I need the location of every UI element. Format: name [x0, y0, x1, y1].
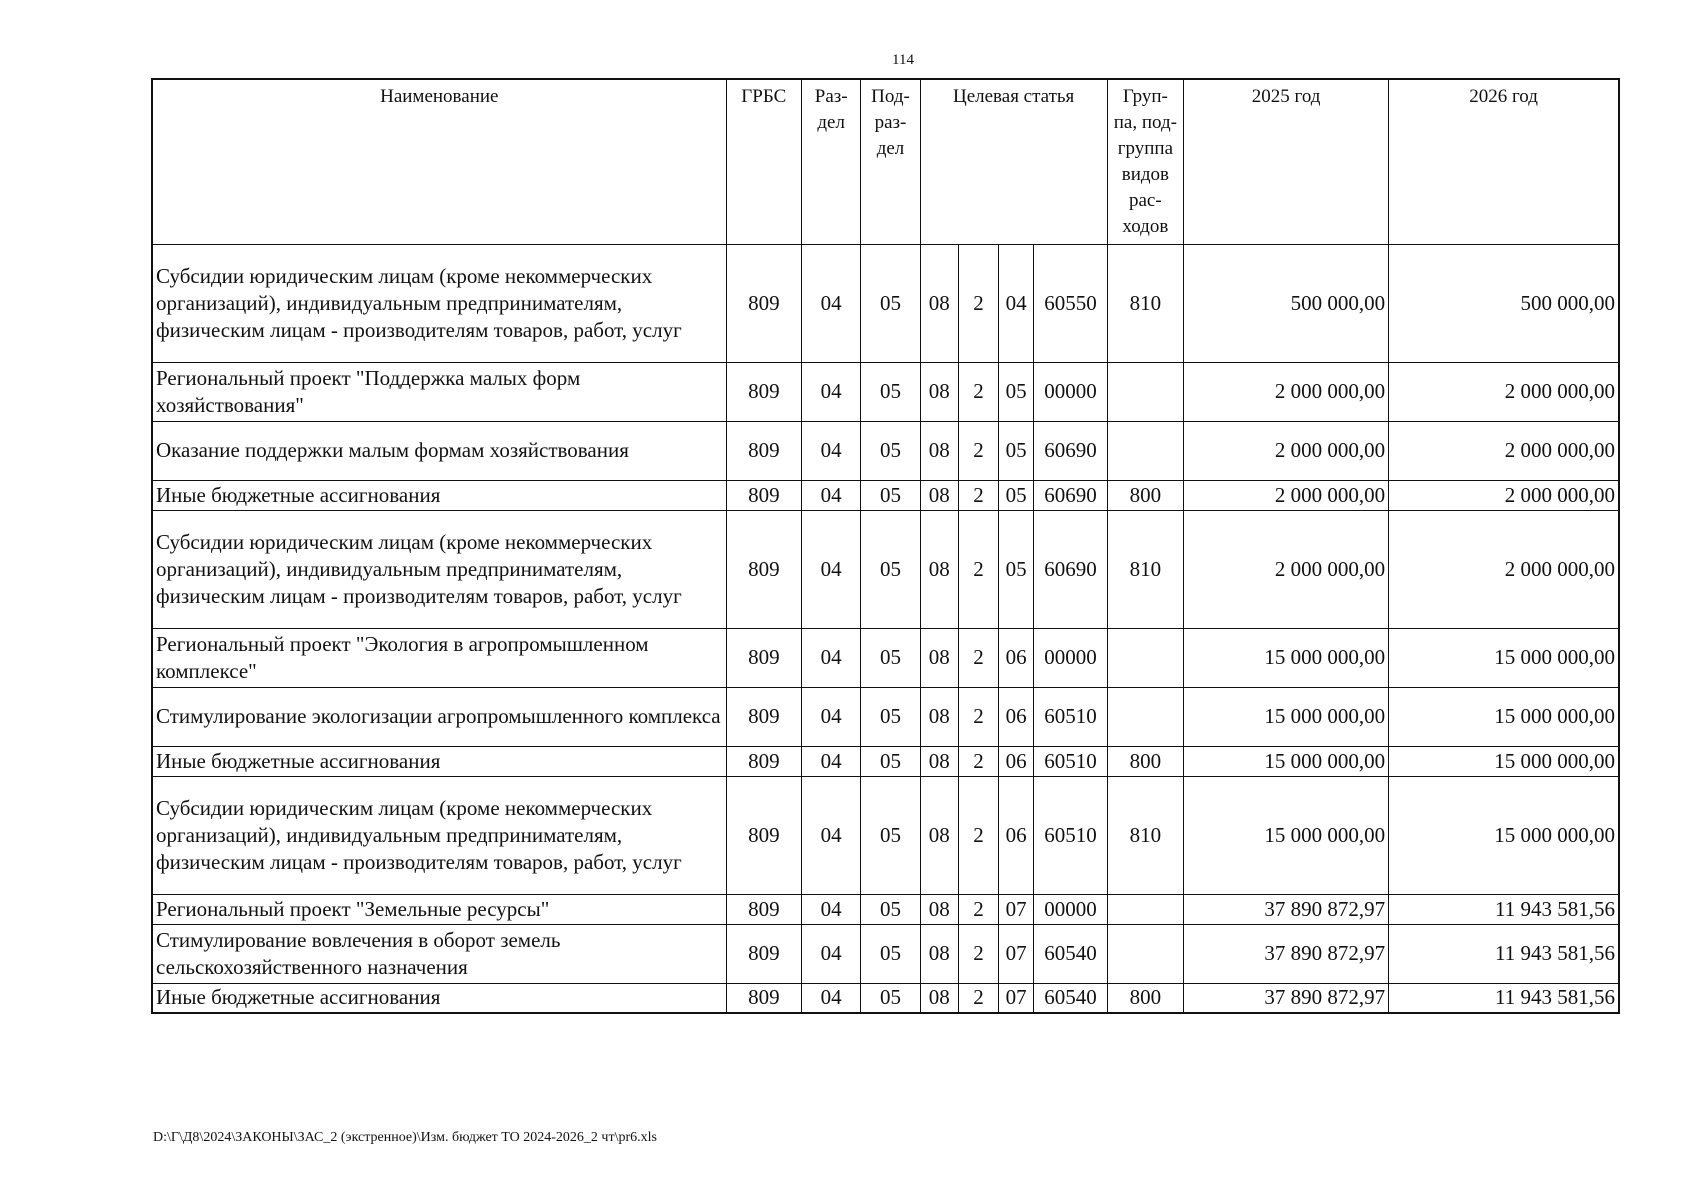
row-target-type: 2 [958, 421, 998, 480]
header-grbs: ГРБС [726, 79, 801, 244]
table-row [152, 894, 1619, 924]
row-grbs: 809 [726, 244, 801, 362]
row-expense-group: 810 [1107, 244, 1183, 362]
table-row [152, 687, 1619, 746]
table-row [152, 983, 1619, 1013]
row-podrazdel: 05 [861, 362, 920, 421]
row-name: Иные бюджетные ассигнования [152, 983, 726, 1013]
table-row [152, 510, 1619, 628]
header-target: Целевая статья [920, 79, 1107, 244]
row-amount-2025: 37 890 872,97 [1184, 924, 1389, 983]
budget-table [151, 78, 1620, 1014]
row-target-direction: 60690 [1034, 421, 1107, 480]
row-target-direction: 60690 [1034, 480, 1107, 510]
row-target-direction: 00000 [1034, 628, 1107, 687]
table-row [152, 746, 1619, 776]
row-grbs: 809 [726, 776, 801, 894]
table-row [152, 421, 1619, 480]
row-amount-2026: 15 000 000,00 [1389, 687, 1619, 746]
row-amount-2025: 500 000,00 [1184, 244, 1389, 362]
row-name: Стимулирование вовлечения в оборот земель сельскохозяйственного назначения [152, 924, 726, 983]
row-target-program: 08 [920, 480, 958, 510]
row-target-program: 08 [920, 776, 958, 894]
row-name: Субсидии юридическим лицам (кроме некоммерческих организаций), индивидуальным предпринимателям, физическим лицам - производителям товаров, работ, услуг [152, 776, 726, 894]
row-grbs: 809 [726, 924, 801, 983]
row-amount-2026: 11 943 581,56 [1389, 983, 1619, 1013]
header-2025: 2025 год [1184, 79, 1389, 244]
row-target-program: 08 [920, 746, 958, 776]
row-razdel: 04 [802, 628, 861, 687]
header-2026: 2026 год [1389, 79, 1619, 244]
row-podrazdel: 05 [861, 924, 920, 983]
row-target-subprogram: 07 [999, 894, 1034, 924]
row-podrazdel: 05 [861, 687, 920, 746]
row-expense-group [1107, 894, 1183, 924]
row-target-program: 08 [920, 244, 958, 362]
row-target-program: 08 [920, 362, 958, 421]
row-grbs: 809 [726, 480, 801, 510]
row-amount-2025: 2 000 000,00 [1184, 421, 1389, 480]
row-expense-group: 800 [1107, 480, 1183, 510]
row-amount-2025: 15 000 000,00 [1184, 628, 1389, 687]
row-amount-2025: 2 000 000,00 [1184, 362, 1389, 421]
row-podrazdel: 05 [861, 421, 920, 480]
row-amount-2025: 15 000 000,00 [1184, 687, 1389, 746]
row-razdel: 04 [802, 244, 861, 362]
row-podrazdel: 05 [861, 480, 920, 510]
row-target-subprogram: 07 [999, 983, 1034, 1013]
row-expense-group [1107, 628, 1183, 687]
row-name: Субсидии юридическим лицам (кроме некоммерческих организаций), индивидуальным предпринимателям, физическим лицам - производителям товаров, работ, услуг [152, 244, 726, 362]
row-podrazdel: 05 [861, 983, 920, 1013]
row-target-type: 2 [958, 894, 998, 924]
row-podrazdel: 05 [861, 776, 920, 894]
row-target-program: 08 [920, 421, 958, 480]
table-body [152, 244, 1619, 1013]
row-target-type: 2 [958, 687, 998, 746]
row-amount-2026: 2 000 000,00 [1389, 421, 1619, 480]
row-expense-group [1107, 924, 1183, 983]
row-grbs: 809 [726, 628, 801, 687]
row-target-type: 2 [958, 244, 998, 362]
row-amount-2026: 2 000 000,00 [1389, 480, 1619, 510]
row-target-program: 08 [920, 924, 958, 983]
row-target-type: 2 [958, 362, 998, 421]
row-amount-2026: 15 000 000,00 [1389, 628, 1619, 687]
table-row [152, 244, 1619, 362]
row-amount-2026: 15 000 000,00 [1389, 746, 1619, 776]
row-name: Иные бюджетные ассигнования [152, 746, 726, 776]
row-amount-2025: 15 000 000,00 [1184, 746, 1389, 776]
row-expense-group [1107, 687, 1183, 746]
page-number: 114 [892, 52, 914, 68]
row-target-direction: 60510 [1034, 776, 1107, 894]
row-target-type: 2 [958, 746, 998, 776]
row-razdel: 04 [802, 983, 861, 1013]
row-razdel: 04 [802, 776, 861, 894]
row-target-direction: 00000 [1034, 362, 1107, 421]
table-row [152, 362, 1619, 421]
row-expense-group: 810 [1107, 776, 1183, 894]
row-name: Оказание поддержки малым формам хозяйствования [152, 421, 726, 480]
table-row [152, 776, 1619, 894]
header-razdel: Раз- дел [802, 79, 861, 244]
row-amount-2025: 15 000 000,00 [1184, 776, 1389, 894]
row-razdel: 04 [802, 362, 861, 421]
row-target-subprogram: 05 [999, 362, 1034, 421]
row-expense-group: 810 [1107, 510, 1183, 628]
row-target-direction: 60540 [1034, 983, 1107, 1013]
row-podrazdel: 05 [861, 746, 920, 776]
row-grbs: 809 [726, 687, 801, 746]
row-target-direction: 60550 [1034, 244, 1107, 362]
row-razdel: 04 [802, 687, 861, 746]
row-amount-2026: 11 943 581,56 [1389, 894, 1619, 924]
row-amount-2025: 2 000 000,00 [1184, 480, 1389, 510]
row-target-type: 2 [958, 776, 998, 894]
row-amount-2025: 37 890 872,97 [1184, 894, 1389, 924]
row-grbs: 809 [726, 983, 801, 1013]
row-razdel: 04 [802, 480, 861, 510]
row-amount-2026: 500 000,00 [1389, 244, 1619, 362]
row-target-subprogram: 06 [999, 746, 1034, 776]
row-podrazdel: 05 [861, 244, 920, 362]
row-target-subprogram: 05 [999, 421, 1034, 480]
header-group: Груп- па, под- группа видов рас- ходов [1107, 79, 1183, 244]
row-razdel: 04 [802, 421, 861, 480]
row-name: Иные бюджетные ассигнования [152, 480, 726, 510]
row-target-type: 2 [958, 983, 998, 1013]
row-expense-group [1107, 421, 1183, 480]
row-name: Региональный проект "Поддержка малых форм хозяйствования" [152, 362, 726, 421]
row-target-subprogram: 07 [999, 924, 1034, 983]
row-expense-group: 800 [1107, 983, 1183, 1013]
row-amount-2026: 15 000 000,00 [1389, 776, 1619, 894]
row-target-subprogram: 06 [999, 628, 1034, 687]
row-razdel: 04 [802, 924, 861, 983]
table-row [152, 628, 1619, 687]
row-grbs: 809 [726, 746, 801, 776]
row-target-subprogram: 05 [999, 510, 1034, 628]
row-target-program: 08 [920, 687, 958, 746]
row-target-direction: 60510 [1034, 746, 1107, 776]
table-row [152, 480, 1619, 510]
row-target-type: 2 [958, 510, 998, 628]
table-header-row [152, 79, 1619, 244]
table-row [152, 924, 1619, 983]
row-grbs: 809 [726, 894, 801, 924]
row-target-direction: 60540 [1034, 924, 1107, 983]
row-amount-2025: 37 890 872,97 [1184, 983, 1389, 1013]
row-grbs: 809 [726, 510, 801, 628]
row-target-direction: 00000 [1034, 894, 1107, 924]
row-amount-2026: 2 000 000,00 [1389, 510, 1619, 628]
row-razdel: 04 [802, 894, 861, 924]
row-target-type: 2 [958, 628, 998, 687]
row-target-direction: 60510 [1034, 687, 1107, 746]
row-podrazdel: 05 [861, 510, 920, 628]
row-expense-group [1107, 362, 1183, 421]
row-target-program: 08 [920, 983, 958, 1013]
row-amount-2025: 2 000 000,00 [1184, 510, 1389, 628]
header-name: Наименование [152, 79, 726, 244]
row-target-program: 08 [920, 628, 958, 687]
row-amount-2026: 2 000 000,00 [1389, 362, 1619, 421]
row-podrazdel: 05 [861, 894, 920, 924]
row-target-subprogram: 06 [999, 687, 1034, 746]
footer-file-path: D:\Г\Д8\2024\ЗАКОНЫ\ЗАС_2 (экстренное)\Изм. бюджет ТО 2024-2026_2 чт\pr6.xls [153, 1130, 657, 1145]
row-name: Региональный проект "Земельные ресурсы" [152, 894, 726, 924]
row-target-type: 2 [958, 480, 998, 510]
row-podrazdel: 05 [861, 628, 920, 687]
row-grbs: 809 [726, 421, 801, 480]
row-amount-2026: 11 943 581,56 [1389, 924, 1619, 983]
row-target-subprogram: 04 [999, 244, 1034, 362]
row-expense-group: 800 [1107, 746, 1183, 776]
row-target-subprogram: 06 [999, 776, 1034, 894]
row-grbs: 809 [726, 362, 801, 421]
row-target-type: 2 [958, 924, 998, 983]
row-target-program: 08 [920, 894, 958, 924]
row-target-program: 08 [920, 510, 958, 628]
row-target-subprogram: 05 [999, 480, 1034, 510]
row-name: Субсидии юридическим лицам (кроме некоммерческих организаций), индивидуальным предпринимателям, физическим лицам - производителям товаров, работ, услуг [152, 510, 726, 628]
row-target-direction: 60690 [1034, 510, 1107, 628]
row-razdel: 04 [802, 746, 861, 776]
row-name: Региональный проект "Экология в агропромышленном комплексе" [152, 628, 726, 687]
header-podrazdel: Под- раз- дел [861, 79, 920, 244]
row-name: Стимулирование экологизации агропромышленного комплекса [152, 687, 726, 746]
row-razdel: 04 [802, 510, 861, 628]
